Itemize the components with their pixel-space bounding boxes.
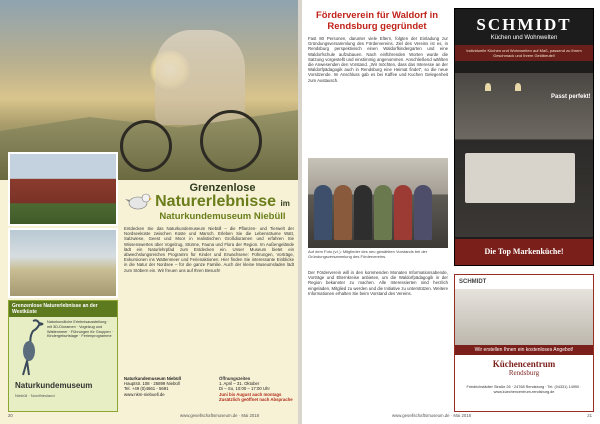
store-name-1: Küchencentrum xyxy=(492,359,556,369)
footer-url: www.gesellschaftsmuseum.de · Mai 2018 xyxy=(392,413,472,418)
ad-logo-text: SCHMIDT xyxy=(459,279,487,285)
hours-line: Di – So, 10:00 – 17:00 Uhr xyxy=(219,386,270,392)
info-phone: Tel. +49 (0)4661 - 5691 xyxy=(124,386,169,392)
article-title xyxy=(308,10,446,32)
hours-label: Öffnungszeiten xyxy=(219,376,251,381)
ad-logo-text: SCHMIDT xyxy=(476,15,572,34)
museum-brand-sub: Niebüll · Nordfriesland xyxy=(15,393,55,398)
hours-line: 1. April – 31. Oktober xyxy=(219,381,260,387)
photo-caption: Auf dem Foto (v.l.): Mitglieder des neu gewählten Vorstands bei der Gründungsversammlung des Fördervereins. xyxy=(308,249,428,259)
info-web[interactable]: www.nkm-niebuell.de xyxy=(124,391,165,397)
headline-big: Naturerlebnisse xyxy=(155,193,277,210)
kitchen-ad[interactable] xyxy=(454,8,594,266)
article-body: Fast 80 Personen, darunter viele Eltern, folgten der Einladung zur Gründungsversammlung des Fördervereins. Ziel des Vereins ist es, in Rendsburg perspektivisch einen Waldorfkindergarten und eine Waldorfschule aufzubauen. Nach einführenden Worten wurde die Satzung vorgestellt und einstimmig angenommen. Anschließend wählten die Anwesenden den Vorstand. „Wir möchten, dass das Interesse an der Waldorfpädagogik auch in Rendsburg eine Heimat findet“, so die neue Vorsitzende. Im Anschluss gab es bei Kaffee und Kuchen Gelegenheit zum Austausch. xyxy=(308,36,448,83)
kuechencentrum-ad[interactable] xyxy=(454,274,594,412)
ad-box-list: Naturkundliche Erlebnisausstellung · mit 3D-Dioramen · Vogelzug und Wattenmeer · Führungen für Gruppen · Kindergeburtstage · Ferienprogramme xyxy=(47,320,113,339)
ad-logo-sub: Küchen und Wohnwelten xyxy=(490,35,558,41)
store-name xyxy=(455,359,593,377)
left-page xyxy=(0,0,298,424)
headline-main xyxy=(150,194,295,211)
page-number: 20 xyxy=(8,413,13,418)
group-photo xyxy=(308,158,448,248)
headline-block xyxy=(150,182,295,222)
right-page xyxy=(302,0,600,424)
ad-logo xyxy=(455,9,593,45)
article-body: Entdecken Sie das Naturkundemuseum Niebüll – die Pflanzen- und Tierwelt der Nordseeküste zwischen Küste und Marsch. Erleben Sie die Lebensräume Watt, Salzwiese, Geest und Moor in realistischen Großdioramen und erfahren Sie Wissenswertes über Vogelzug, Stürme, Fauna und Flora der Region. Im Außengelände lädt ein Naturlehrpfad zum Entdecken ein. Unser Museum bietet ein abwechslungsreiches Programm für Kinder und Erwachsene: Führungen, Vorträge, Exkursionen ins Wattenmeer und Ferienaktionen. Hier finden Sie interessante Einblicke in die Natur der Nordsee – für die ganze Familie. Auch der kleine Museumsladen lädt zum Stöbern ein. Wir freuen uns auf Ihren Besuch! xyxy=(124,226,294,273)
person xyxy=(394,185,412,240)
bicycle-wheel-icon xyxy=(120,120,172,172)
store-contact: Friedrichstädter Straße 26 · 24768 Rendsburg · Tel. (04331) 14990 · www.kuechencentrum-rendsburg.de xyxy=(466,385,582,394)
kitchen-photo xyxy=(455,73,593,237)
person xyxy=(334,185,352,240)
person xyxy=(354,185,372,240)
ad-band: Die Top Markenküche! xyxy=(455,239,593,265)
opening-hours xyxy=(219,376,293,402)
heron-icon xyxy=(15,317,45,377)
seagull-icon xyxy=(124,190,152,212)
kitchen-island xyxy=(465,153,575,203)
ad-slogan: Passt perfekt! xyxy=(551,94,591,100)
contact-info xyxy=(124,376,294,402)
title-line: Rendsburg gegründet xyxy=(327,21,427,32)
coast-photo xyxy=(8,228,118,298)
footer-url: www.gesellschaftsmuseum.de · Mai 2018 xyxy=(180,413,260,418)
headline-small: Grenzenlose xyxy=(189,182,256,194)
title-line: Förderverein für Waldorf in xyxy=(315,10,439,21)
headline-im: im xyxy=(280,199,290,208)
ad-band: Wir erstellen Ihnen ein kostenloses Angebot! xyxy=(455,345,593,355)
store-name-2: Rendsburg xyxy=(508,369,540,377)
bicycle-wheel-icon xyxy=(200,110,262,172)
ad-box-title: Grenzenlose Naturerlebnisse an der Westküste xyxy=(9,301,117,317)
pendant-lamp-icon xyxy=(485,83,491,91)
info-address: Hauptstr. 108 · 25899 Niebüll xyxy=(124,381,180,387)
museum-ad-box xyxy=(8,300,118,412)
headline-sub: Naturkundemuseum Niebüll xyxy=(159,210,286,222)
person xyxy=(374,185,392,240)
kitchen-photo xyxy=(455,289,593,345)
museum-building-photo xyxy=(8,152,118,226)
info-name: Naturkundemuseum Niebüll xyxy=(124,376,182,381)
person xyxy=(414,185,432,240)
pendant-lamp-icon xyxy=(515,83,521,91)
ad-subline: Individuelle Küchen und Wohnwelten auf Maß, passend zu Ihrem Geschmack und Ihrem Geldbeutel! xyxy=(455,45,593,61)
museum-brand: Naturkundemuseum xyxy=(15,381,93,390)
article-body-2: Der Förderverein will in den kommenden Monaten Informationsabende, Vorträge und Elternkreise anbieten, um die Waldorfpädagogik in der Region bekannter zu machen. Alle Interessierten sind herzlich eingeladen, Mitglied zu werden und die Initiative zu unterstützen. Weitere Informationen erhalten Sie beim Vorstand des Vereins. xyxy=(308,270,448,296)
person xyxy=(314,185,332,240)
hours-line: Juni bis August auch montags xyxy=(219,391,282,397)
page-number: 21 xyxy=(587,413,592,418)
hours-line: Zusätzlich geöffnet nach Absprache xyxy=(219,396,293,402)
